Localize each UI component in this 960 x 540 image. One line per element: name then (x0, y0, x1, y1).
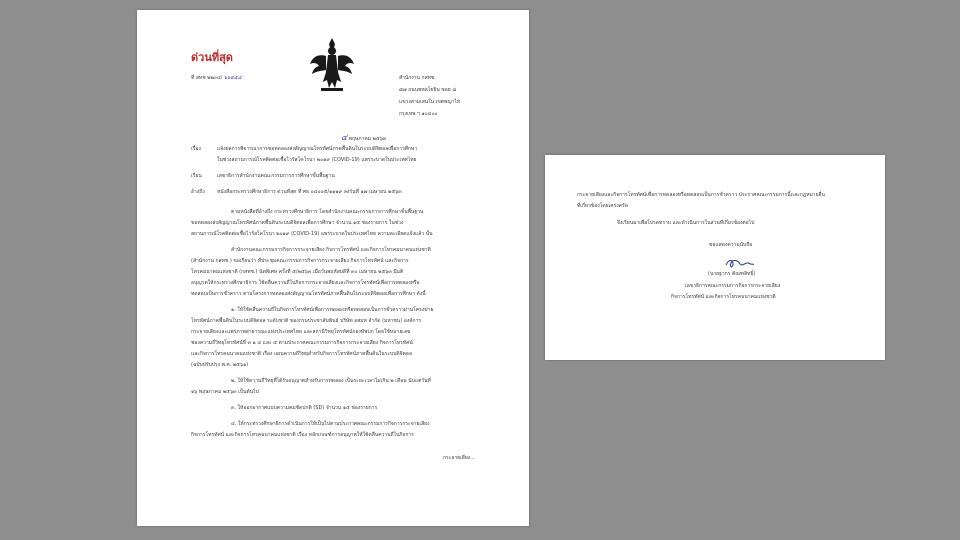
to-text: เลขาธิการสำนักงานคณะกรรมการการศึกษาขั้นพื้นฐาน (217, 173, 335, 179)
office-line-1: สำนักงาน กสทช. (399, 75, 436, 81)
regards-text: ขอแสดงความนับถือ (709, 242, 753, 248)
item-4-line-1: ๔. ให้กระทรวงศึกษาธิการดำเนินการให้เป็นไปตามประกาศคณะกรรมการกิจการกระจายเสียง (231, 421, 430, 427)
item-2-line-1: ๒. ให้ใช้ความถี่วิทยุที่ได้รับอนุญาตสำหรับการทดลอง เป็นระยะเวลาไม่เกิน ๒ เดือน นับแต่วันที่ (231, 378, 431, 384)
item-1-line-2: โทรทัศน์ภาคพื้นดินในระบบดิจิตอล ระดับชาติ ของกรมประชาสัมพันธ์ บริษัท อสมท จำกัด (มหาชน) องค์การ (191, 318, 422, 324)
item-3: ๓. ให้ออกอากาศแบบความคมชัดปกติ (SD) จำนวน ๑๕ ช่องรายการ (231, 405, 378, 411)
paragraph-1-line-1: ตามหนังสือที่อ้างถึง กระทรวงศึกษาธิการ โดยสำนักงานคณะกรรมการการศึกษาขั้นพื้นฐาน (231, 209, 424, 215)
document-number: ที่ สทช ๒๒๐๔/ ๖๖๕๕๔ (191, 75, 242, 81)
office-line-3: แขวงสามเสนใน เขตพญาไท (399, 99, 461, 105)
office-line-4: กรุงเทพ ฯ ๑๐๔๐๐ (399, 111, 438, 117)
paragraph-2-line-5: ทดสอบเป็นการชั่วคราว ตามโครงการทดลองส่งสัญญาณโทรทัศน์ภาคพื้นดินในระบบดิจิตอลเพื่อการศึกษา ดังนี้ (191, 291, 426, 297)
urgency-stamp: ด่วนที่สุด (191, 51, 233, 64)
handwritten-signature (723, 256, 757, 270)
subject-line-2: ในช่วงสถานการณ์โรคติดต่อเชื้อไวรัสโคโรนา ๒๐๑๙ (COVID-19) แพร่ระบาดในประเทศไทย (217, 157, 417, 163)
closing-sentence: จึงเรียนมาเพื่อโปรดทราบ และดำเนินการในส่วนที่เกี่ยวข้องต่อไป (617, 220, 755, 226)
signer-title-line-1: เลขาธิการคณะกรรมการกิจการกระจายเสียง (685, 283, 781, 289)
subject-label: เรื่อง (191, 146, 201, 152)
letter-date: ๔ พฤษภาคม ๒๕๖๓ (341, 133, 387, 142)
continued-marker: กระจายเสียง... (443, 455, 475, 461)
item-1-line-4: ช่องความถี่วิทยุโทรทัศน์ที่ ๓ ๑ ๔ และ ๕ ตามประกาศคณะกรรมการกิจการกระจายเสียง กิจการโทรทัศน์ (191, 340, 413, 346)
item-2-line-2: ๑๖ พฤษภาคม ๒๕๖๓ เป็นต้นไป (191, 389, 259, 395)
item-1-line-5: และกิจการโทรคมนาคมแห่งชาติ เรื่อง แผนความถี่วิทยุสำหรับกิจการโทรทัศน์ภาคพื้นดินในระบบดิจิตอล (191, 351, 412, 357)
signer-name: (นายฐากร ตัณฑสิทธิ์) (708, 271, 756, 277)
paragraph-2-line-2: (สำนักงาน กสทช.) ขอเรียนว่า ที่ประชุมคณะกรรมการกิจการกระจายเสียง กิจการโทรทัศน์ และกิจการ (191, 258, 409, 264)
date-day-handwritten: ๔ (341, 133, 348, 142)
handwritten-number: ๖๖๕๕๔ (223, 75, 242, 81)
item-1-line-6: (ฉบับปรับปรุง พ.ศ. ๒๕๖๑) (191, 362, 249, 368)
paragraph-2-line-1: สำนักงานคณะกรรมการกิจการกระจายเสียง กิจการโทรทัศน์ และกิจการโทรคมนาคมแห่งชาติ (231, 247, 431, 253)
item-4-line-2: กิจการโทรทัศน์ และกิจการโทรคมนาคมแห่งชาติ เรื่อง หลักเกณฑ์การอนุญาตให้ใช้คลื่นความถี่ในกิจการ (191, 432, 414, 438)
item-1-line-3: กระจายเสียงและแพร่ภาพสาธารณะแห่งประเทศไทย และสถานีวิทยุโทรทัศน์กองทัพบก โดยใช้หมายเลข (191, 329, 411, 335)
subject-line-1: แจ้งผลการพิจารณาการขอทดลองส่งสัญญาณโทรทัศน์ภาคพื้นดินในระบบดิจิตอลเพื่อการศึกษา (217, 146, 418, 152)
to-label: เรียน (191, 173, 202, 179)
letter-page-2 (545, 155, 885, 360)
paragraph-2-line-3: โทรคมนาคมแห่งชาติ (กสทช.) นัดพิเศษ ครั้งที่ ๕/๒๕๖๓ เมื่อวันพฤหัสบดีที่ ๓๐ เมษายน ๒๕๖๓ มีมติ (191, 269, 404, 275)
item-1-line-1: ๑. ให้ใช้คลื่นความถี่ในกิจการโทรทัศน์เพื่อการทดลองหรือทดสอบเป็นการชั่วคราวผ่านโครงข่าย (231, 307, 434, 313)
letter-page-1 (137, 10, 529, 526)
garuda-emblem (309, 36, 355, 92)
paragraph-1-line-2: ขอทดลองส่งสัญญาณโทรทัศน์ภาคพื้นดินระบบดิจิตอลเพื่อการศึกษา จำนวน ๑๕ ช่องรายการ ในช่วง (191, 220, 404, 226)
signer-title-line-2: กิจการโทรทัศน์ และกิจการโทรคมนาคมแห่งชาติ (671, 294, 776, 300)
continuation-line-2: ที่เกี่ยวข้องโดยเคร่งครัด (577, 203, 628, 209)
office-line-2: ๘๗ ถนนพหลโยธิน ซอย ๘ (399, 87, 457, 93)
reference-label: อ้างถึง (191, 189, 205, 195)
paragraph-2-line-4: อนุญาตให้กระทรวงศึกษาธิการ ใช้คลื่นความถี่ในกิจการกระจายเสียงและกิจการโทรทัศน์เพื่อการทดลองหรือ (191, 280, 420, 286)
paragraph-1-line-3: สถานการณ์โรคติดต่อเชื้อไวรัสโคโรนา ๒๐๑๙ (COVID-19) แพร่ระบาดในประเทศไทย ความละเอียดแจ้งแล้ว นั้น (191, 231, 433, 237)
reference-text: หนังสือกระทรวงศึกษาธิการ ด่วนที่สุด ที่ ศธ ๐๔๐๐๕/๑๑๑๙ ลงวันที่ ๑๗ เมษายน ๒๕๖๓ (217, 189, 402, 195)
continuation-line-1: กระจายเสียงและกิจการโทรทัศน์เพื่อการทดลองหรือทดสอบเป็นการชั่วคราว ประกาศคณะกรรมการนี้เเละกฎหมายอื่น (577, 192, 825, 198)
